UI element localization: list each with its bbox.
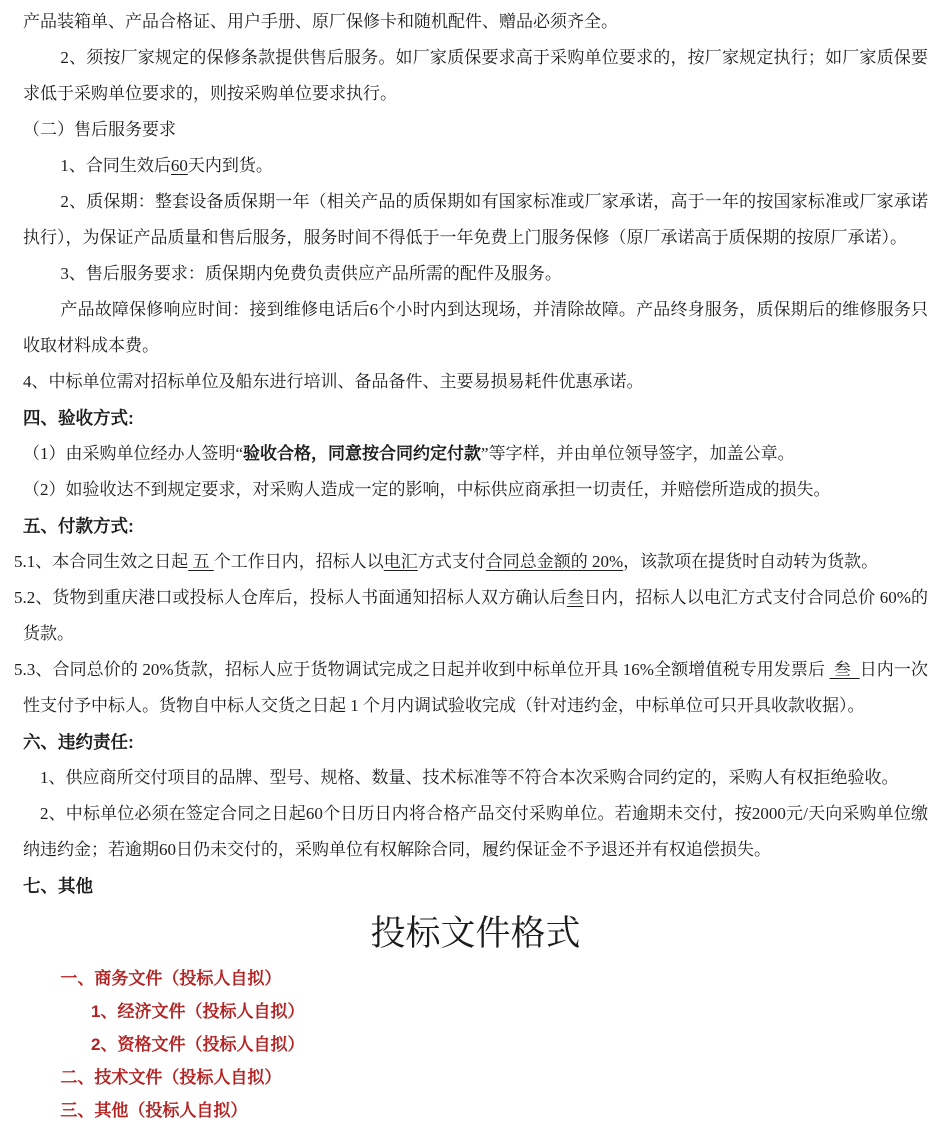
text-segment: 四、验收方式:: [23, 408, 134, 428]
text-segment: 日内一次性支付予中标人。货物自中标人交货之日起 1 个月内调试验收完成（针对违约金，中标单位可只开具收款收据）。: [23, 660, 929, 715]
red-list-item: [23, 1028, 928, 1061]
red-list-item: [23, 962, 928, 995]
text-segment: 天内到货。: [187, 156, 273, 175]
paragraph: [23, 256, 928, 292]
document-title: [23, 911, 928, 957]
text-segment: 五: [188, 552, 214, 571]
text-segment: 5.2、货物到重庆港口或投标人仓库后，投标人书面通知招标人双方确认后: [14, 588, 567, 607]
text-segment: （二）售后服务要求: [23, 120, 176, 139]
text-segment: 叁: [566, 588, 584, 607]
text-segment: 日内，招标人以电汇方式支付合同总价 60%的货款。: [23, 588, 929, 643]
text-segment: 二、技术文件（投标人自拟）: [60, 1068, 282, 1087]
text-segment: 5.3、合同总价的 20%货款，招标人应于货物调试完成之日起并收到中标单位开具 16%全额增值税专用发票后: [14, 660, 830, 679]
paragraph: [23, 796, 928, 868]
paragraph: [23, 364, 928, 400]
text-segment: 2、中标单位必须在签定合同之日起60个日历日内将合格产品交付采购单位。若逾期未交付，按2000元/天向采购单位缴纳违约金；若逾期60日仍未交付的，采购单位有权解除合同，履约保证金不予退还并有权追偿损失。: [23, 804, 928, 859]
text-segment: 一、商务文件（投标人自拟）: [60, 969, 282, 988]
red-list-item: [23, 995, 928, 1028]
section-heading: [23, 508, 928, 544]
section-heading: [23, 400, 928, 436]
paragraph: [23, 436, 928, 472]
text-segment: 产品故障保修响应时间：接到维修电话后6个小时内到达现场，并清除故障。产品终身服务，质保期后的维修服务只收取材料成本费。: [23, 300, 928, 355]
paragraph: [23, 292, 928, 364]
text-segment: 五、付款方式:: [23, 516, 134, 536]
text-segment: 2、须按厂家规定的保修条款提供售后服务。如厂家质保要求高于采购单位要求的，按厂家规定执行；如厂家质保要求低于采购单位要求的，则按采购单位要求执行。: [23, 48, 928, 103]
text-segment: 投标文件格式: [370, 914, 581, 953]
paragraph: [23, 112, 928, 148]
paragraph: [23, 472, 928, 508]
text-segment: 验收合格，同意按合同约定付款: [243, 444, 482, 463]
text-segment: 60: [170, 156, 188, 175]
text-segment: 1、供应商所交付项目的品牌、型号、规格、数量、技术标准等不符合本次采购合同约定的，采购人有权拒绝验收。: [40, 768, 899, 787]
paragraph: [14, 580, 929, 652]
text-segment: 个工作日内，招标人以: [213, 552, 384, 571]
text-segment: 4、中标单位需对招标单位及船东进行培训、备品备件、主要易损易耗件优惠承诺。: [23, 372, 644, 391]
paragraph: [23, 184, 928, 256]
red-list-item: [23, 1094, 928, 1127]
red-list-item: [23, 1061, 928, 1094]
text-segment: 3、售后服务要求：质保期内免费负责供应产品所需的配件及服务。: [60, 264, 562, 283]
text-segment: 电汇: [383, 552, 418, 571]
paragraph: [14, 544, 928, 580]
text-segment: 1、经济文件（投标人自拟）: [91, 1002, 305, 1021]
text-segment: 1、合同生效后: [60, 156, 171, 175]
paragraph: [14, 652, 929, 724]
paragraph: [23, 760, 928, 796]
paragraph: [23, 40, 928, 112]
text-segment: 三、其他（投标人自拟）: [60, 1101, 248, 1120]
text-segment: 方式支付: [417, 552, 486, 571]
text-segment: 2、质保期：整套设备质保期一年（相关产品的质保期如有国家标准或厂家承诺，高于一年的按国家标准或厂家承诺执行），为保证产品质量和售后服务，服务时间不得低于一年免费上门服务保修（原厂承诺高于质保期的按原厂承诺）。: [23, 192, 928, 247]
text-segment: ”等字样，并由单位领导签字，加盖公章。: [481, 444, 795, 463]
text-segment: ，该款项在提货时自动转为货款。: [623, 552, 879, 571]
text-segment: 叁: [829, 660, 860, 679]
section-heading: [23, 724, 928, 760]
text-segment: 六、违约责任:: [23, 732, 134, 752]
section-heading: [23, 868, 928, 904]
text-segment: （1）由采购单位经办人签明“: [23, 444, 244, 463]
text-segment: 七、其他: [23, 876, 93, 896]
text-segment: 5.1、本合同生效之日起: [14, 552, 189, 571]
paragraph: [23, 4, 928, 40]
text-segment: 2、资格文件（投标人自拟）: [91, 1035, 305, 1054]
text-segment: 产品装箱单、产品合格证、用户手册、原厂保修卡和随机配件、赠品必须齐全。: [23, 12, 618, 31]
text-segment: 合同总金额的 20%: [485, 552, 624, 571]
text-segment: （2）如验收达不到规定要求，对采购人造成一定的影响，中标供应商承担一切责任，并赔偿所造成的损失。: [23, 480, 831, 499]
paragraph: [23, 148, 928, 184]
